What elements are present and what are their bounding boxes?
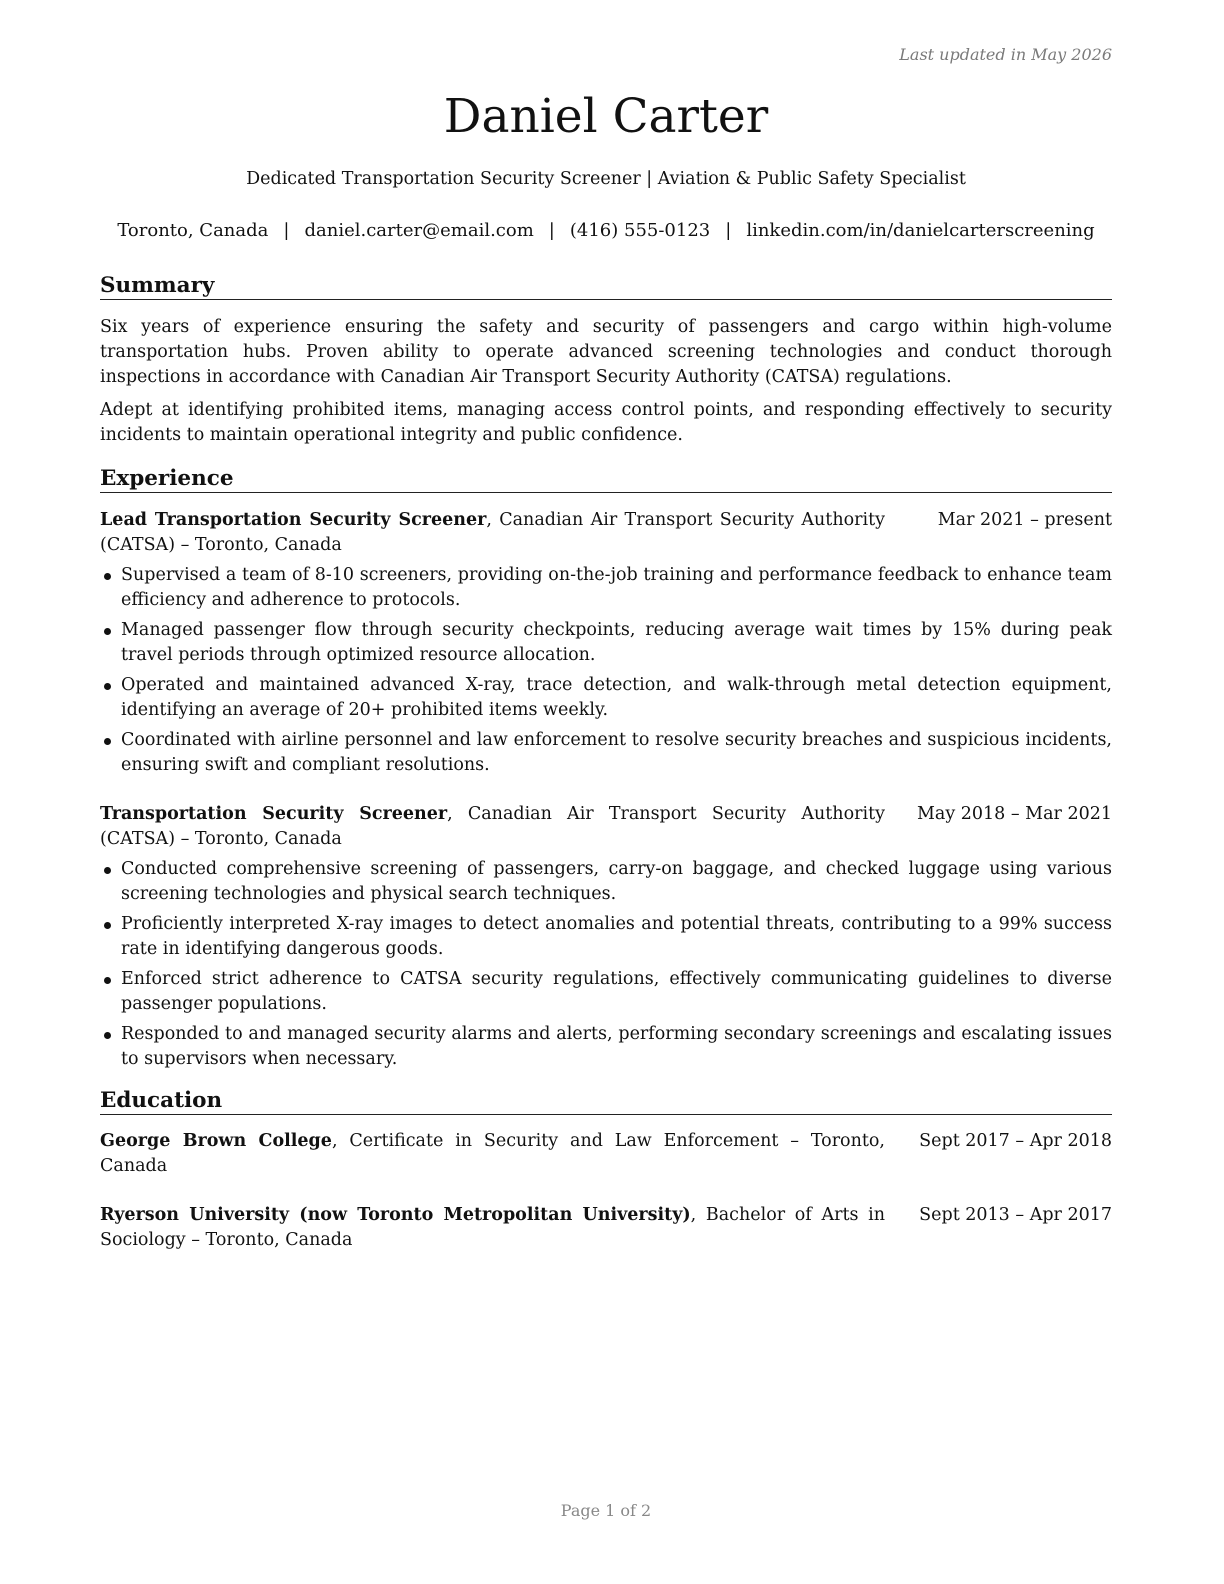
contact-separator: | [725,220,732,241]
education-entry [100,1129,1112,1179]
job-entry [100,508,1112,778]
contact-separator: | [283,220,290,241]
contact-phone[interactable]: (416) 555-0123 [569,220,711,241]
job-org: , Canadian Air Transport Security Authority (CATSA) – Toronto, Canada [100,804,885,849]
section-title-education: Education [100,1087,1112,1115]
candidate-headline: Dedicated Transportation Security Screener | Aviation & Public Safety Specialist [246,169,966,189]
section-title-experience: Experience [100,465,1112,493]
list-item: Responded to and managed security alarms and alerts, performing secondary screenings and escalating issues to supervisors when necessary. [100,1022,1112,1072]
job-title-line [100,802,885,852]
education-section [100,1087,1112,1253]
list-item: Operated and maintained advanced X-ray, trace detection, and walk-through metal detection equipment, identifying an average of 20+ prohibited items weekly. [100,673,1112,723]
education-school: George Brown College [100,1131,332,1151]
contact-location: Toronto, Canada [117,220,269,241]
summary-paragraph: Six years of experience ensuring the safety and security of passengers and cargo within high-volume transportation hubs. Proven ability to operate advanced screening technologies and conduct thorough inspections in accordance with Canadian Air Transport Security Authority (CATSA) regulations. [100,317,1112,387]
education-dates: Sept 2017 – Apr 2018 [919,1131,1112,1151]
job-entry [100,802,1112,1072]
list-item: Coordinated with airline personnel and law enforcement to resolve security breaches and suspicious incidents, ensuring swift and compliant resolutions. [100,728,1112,778]
job-role: Transportation Security Screener [100,804,448,824]
list-item: Conducted comprehensive screening of passengers, carry-on baggage, and checked luggage using various screening technologies and physical search techniques. [100,857,1112,907]
contact-email[interactable]: daniel.carter@email.com [304,220,534,241]
contact-linkedin[interactable]: linkedin.com/in/danielcarterscreening [746,220,1095,241]
education-school: Ryerson University (now Toronto Metropolitan University) [100,1205,691,1225]
job-header [100,802,1112,852]
contact-separator: | [548,220,555,241]
job-header [100,508,1112,558]
list-item: Managed passenger flow through security checkpoints, reducing average wait times by 15% during peak travel periods through optimized resource allocation. [100,618,1112,668]
section-title-summary: Summary [100,272,1112,300]
job-bullets [100,857,1112,1072]
education-dates: Sept 2013 – Apr 2017 [919,1205,1112,1225]
education-detail: , Certificate in Security and Law Enforcement – Toronto, Canada [100,1131,885,1176]
list-item: Enforced strict adherence to CATSA security regulations, effectively communicating guidelines to diverse passenger populations. [100,967,1112,1017]
job-dates: May 2018 – Mar 2021 [916,804,1112,824]
job-org: , Canadian Air Transport Security Authority (CATSA) – Toronto, Canada [100,510,886,555]
job-dates: Mar 2021 – present [937,510,1112,530]
last-updated-note: Last updated in May 2026 [899,45,1112,64]
summary-section [100,272,1112,448]
contact-line [100,218,1112,244]
education-line [100,1203,885,1253]
list-item: Supervised a team of 8-10 screeners, providing on-the-job training and performance feedback to enhance team efficiency and adherence to protocols. [100,563,1112,613]
education-detail: , Bachelor of Arts in Sociology – Toronto, Canada [100,1205,885,1250]
job-role: Lead Transportation Security Screener [100,510,487,530]
experience-section [100,465,1112,1072]
education-entry [100,1203,1112,1253]
resume-page [100,0,1112,1584]
list-item: Proficiently interpreted X-ray images to detect anomalies and potential threats, contributing to a 99% success rate in identifying dangerous goods. [100,912,1112,962]
summary-paragraph: Adept at identifying prohibited items, managing access control points, and responding effectively to security incidents to maintain operational integrity and public confidence. [100,400,1112,445]
job-title-line [100,508,885,558]
page-number: Page 1 of 2 [560,1501,652,1520]
education-line [100,1129,885,1179]
job-bullets [100,563,1112,778]
candidate-name: Daniel Carter [443,89,769,144]
